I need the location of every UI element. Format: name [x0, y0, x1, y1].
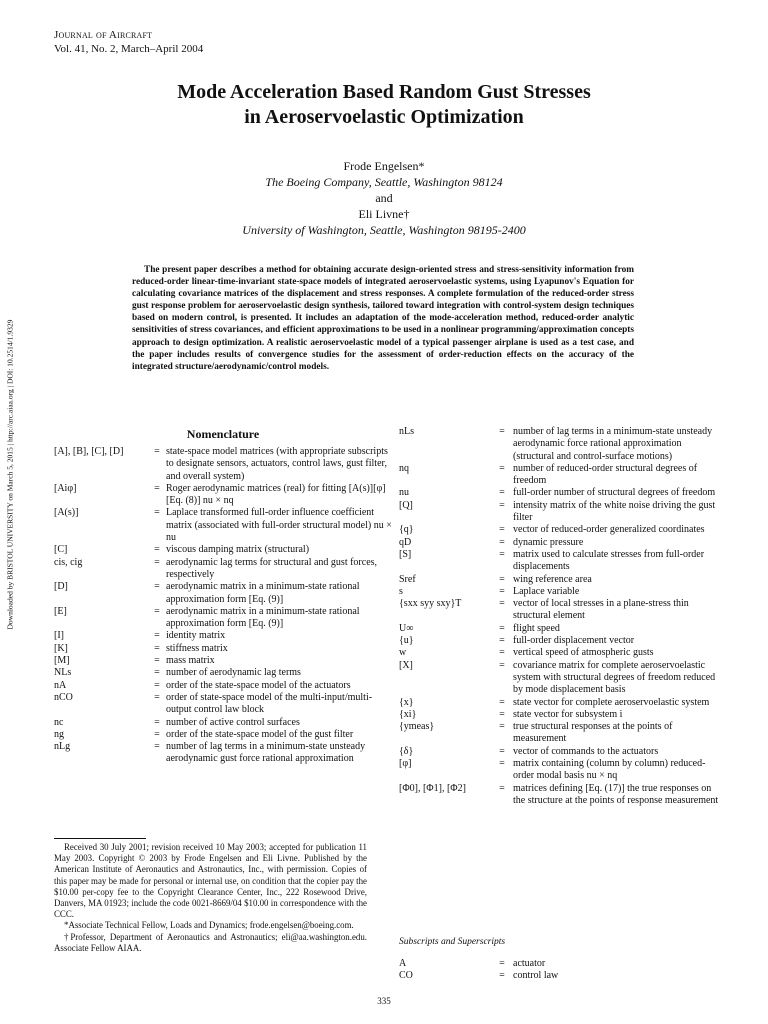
- nomenclature-entry: [399, 746, 719, 758]
- entry-equals: =: [499, 622, 505, 634]
- entry-symbol: nq: [399, 462, 409, 474]
- nomenclature-entry: [399, 958, 719, 970]
- title-line-1: Mode Acceleration Based Random Gust Stresses: [177, 81, 591, 103]
- entry-definition: order of the state-space model of the gust filter: [166, 728, 354, 740]
- entry-symbol: ng: [54, 728, 64, 740]
- entry-definition: stiffness matrix: [166, 642, 228, 654]
- nomenclature-entry: [399, 721, 719, 746]
- entry-definition: matrix used to calculate stresses from full-order displacements: [513, 548, 705, 573]
- nomenclature-entry: [54, 729, 394, 741]
- entry-equals: =: [154, 556, 160, 568]
- author-and: and: [375, 191, 393, 205]
- entry-symbol: [M]: [54, 655, 70, 667]
- entry-symbol: [K]: [54, 642, 68, 654]
- journal-header: [54, 28, 203, 56]
- entry-equals: =: [154, 605, 160, 617]
- author-2: Eli Livne†: [358, 207, 410, 221]
- entry-equals: =: [499, 426, 505, 437]
- entry-definition: vector of reduced-order generalized coordinates: [513, 524, 705, 536]
- nomenclature-entry: [399, 574, 719, 586]
- entry-equals: =: [499, 499, 505, 511]
- nomenclature-entry: [399, 598, 719, 623]
- entry-definition: order of state-space model of the multi-input/multi-output control law block: [166, 691, 373, 716]
- entry-equals: =: [154, 728, 160, 740]
- entry-definition: matrix containing (column by column) reduced-order modal basis nu × nq: [513, 758, 706, 782]
- entry-definition: number of lag terms in a minimum-state unsteady aerodynamic gust force rational approximation: [166, 741, 366, 765]
- entry-definition: Laplace transformed full-order influence coefficient matrix (associated with full-order structural model) nu × nu: [166, 507, 392, 544]
- entry-equals: =: [154, 741, 160, 753]
- journal-name: Journal of Aircraft: [54, 29, 153, 41]
- entry-definition: true structural responses at the points of measurement: [513, 721, 673, 745]
- nomenclature-entry: [399, 549, 719, 574]
- entry-symbol: [S]: [399, 548, 412, 560]
- nomenclature-entry: [54, 606, 394, 631]
- entry-symbol: {x}: [399, 696, 414, 708]
- entry-equals: =: [154, 642, 160, 654]
- entry-symbol: [I]: [54, 630, 64, 642]
- entry-equals: =: [499, 585, 505, 597]
- entry-symbol: [D]: [54, 581, 68, 593]
- entry-symbol: nLg: [54, 741, 71, 753]
- entry-definition: vector of commands to the actuators: [513, 745, 659, 757]
- entry-equals: =: [499, 708, 505, 720]
- entry-definition: state vector for complete aeroservoelastic system: [513, 696, 710, 708]
- entry-symbol: {ymeas}: [399, 721, 435, 733]
- abstract: The present paper describes a method for obtaining accurate design-oriented stress and stress-sensitivity information from reduced-order linear-time-invariant state-space models of integrated aeroservoelastic systems, using Lyapunov's Equation for calculating covariance matrices of the displacement and stress responses. A complete formulation of the reduced-order stress gust response problem for aeroservoelastic design synthesis, tailored toward integration with control-system design techniques based on modern control, is presented. It includes an adaptation of the mode-acceleration method, reduced-order analytic sensitivities of stress covariances, and efficient approximations to be used in a nonlinear programming/approximation concepts approach to design optimization. A realistic aeroservoelastic model of a typical passenger airplane is used as a test case, and the paper includes results of convergence studies for the assessment of order-reduction effects on the accuracy of the integrated structure/aerodynamic/control models.: [132, 265, 634, 372]
- journal-issue: Vol. 41, No. 2, March–April 2004: [54, 43, 204, 55]
- entry-equals: =: [154, 667, 160, 679]
- nomenclature-entry: [399, 660, 719, 697]
- entry-symbol: [Φ0], [Φ1], [Φ2]: [399, 782, 466, 794]
- entry-equals: =: [499, 647, 505, 659]
- entry-symbol: nA: [54, 679, 67, 691]
- nomenclature-entry: [54, 717, 394, 729]
- nomenclature-entry: [54, 581, 394, 606]
- entry-equals: =: [499, 487, 505, 499]
- entry-definition: dynamic pressure: [513, 536, 584, 548]
- entry-symbol: U∞: [399, 622, 414, 634]
- entry-definition: matrices defining [Eq. (17)] the true responses on the structure at the points of response measurement: [513, 782, 719, 806]
- entry-equals: =: [154, 482, 160, 494]
- entry-equals: =: [154, 507, 160, 519]
- nomenclature-entry: [399, 524, 719, 536]
- entry-definition: vertical speed of atmospheric gusts: [513, 647, 654, 659]
- entry-equals: =: [499, 721, 505, 733]
- nomenclature-entry: [399, 586, 719, 598]
- entry-symbol: nu: [399, 487, 409, 499]
- entry-equals: =: [499, 696, 505, 708]
- entry-symbol: {sxx syy sxy}T: [399, 598, 462, 610]
- entry-symbol: s: [399, 585, 403, 597]
- nomenclature-entry: [399, 500, 719, 525]
- entry-symbol: [X]: [399, 659, 413, 671]
- entry-definition: aerodynamic matrix in a minimum-state rational approximation form [Eq. (9)]: [166, 605, 360, 630]
- entry-definition: vector of local stresses in a plane-stress thin structural element: [513, 598, 689, 622]
- nomenclature-entry: [54, 557, 394, 582]
- entry-symbol: {u}: [399, 635, 414, 647]
- footnote-rule: [54, 838, 146, 839]
- footnotes: [54, 842, 367, 954]
- entry-definition: full-order number of structural degrees of freedom: [513, 487, 716, 499]
- entry-symbol: w: [399, 647, 407, 659]
- author-block: [60, 158, 708, 238]
- entry-equals: =: [499, 758, 505, 770]
- entry-symbol: {xi}: [399, 708, 417, 720]
- entry-equals: =: [154, 446, 160, 457]
- nomenclature-entry: [54, 507, 394, 544]
- received-note: Received 30 July 2001; revision received 10 May 2003; accepted for publication 11 May 2003. Copyright © 2003 by Frode Engelsen and Eli Livne. Published by the American Institute of Aeronautics and Astronautics, Inc., with permission. Copies of this paper may be made for personal or internal use, on condition that the copier pay the $10.00 per-copy fee to the Copyright Clearance Center, Inc., 222 Rosewood Drive, Danvers, MA 01923; include the code 0021-8669/04 $10.00 in correspondence with the CCC.: [54, 842, 367, 920]
- entry-symbol: [A], [B], [C], [D]: [54, 446, 124, 457]
- entry-equals: =: [154, 691, 160, 703]
- paper-title: [60, 80, 708, 130]
- nomenclature-entry: [399, 970, 719, 982]
- entry-definition: wing reference area: [513, 573, 592, 585]
- entry-symbol: [C]: [54, 544, 68, 556]
- entry-definition: viscous damping matrix (structural): [166, 544, 310, 556]
- entry-definition: number of active control surfaces: [166, 716, 300, 728]
- nomenclature-entry: [399, 758, 719, 783]
- page-number: 335: [377, 996, 391, 1006]
- nomenclature-entry: [54, 630, 394, 642]
- author-note-1: *Associate Technical Fellow, Loads and Dynamics; frode.engelsen@boeing.com.: [64, 920, 354, 931]
- entry-definition: identity matrix: [166, 630, 226, 642]
- entry-equals: =: [154, 655, 160, 667]
- subscripts-heading: Subscripts and Superscripts: [399, 937, 506, 947]
- entry-equals: =: [154, 581, 160, 593]
- entry-equals: =: [499, 782, 505, 794]
- entry-definition: state-space model matrices (with appropriate subscripts to designate sensors, actuators, control laws, gust filter, and overall system): [166, 446, 388, 482]
- entry-definition: Laplace variable: [513, 585, 580, 597]
- entry-equals: =: [154, 630, 160, 642]
- nomenclature-entry: [399, 697, 719, 709]
- entry-definition: full-order displacement vector: [513, 635, 635, 647]
- entry-symbol: [Aiφ]: [54, 482, 77, 494]
- entry-symbol: CO: [399, 970, 413, 982]
- entry-symbol: [A(s)]: [54, 507, 79, 519]
- entry-symbol: NLs: [54, 667, 72, 679]
- entry-definition: state vector for subsystem i: [513, 708, 623, 720]
- entry-symbol: nLs: [399, 426, 414, 437]
- nomenclature-entry: [399, 635, 719, 647]
- affiliation-2: University of Washington, Seattle, Washington 98195-2400: [242, 223, 526, 237]
- nomenclature-entry: [54, 643, 394, 655]
- entry-symbol: Sref: [399, 573, 416, 585]
- entry-equals: =: [499, 659, 505, 671]
- entry-definition: aerodynamic lag terms for structural and gust forces, respectively: [166, 556, 378, 580]
- entry-equals: =: [499, 548, 505, 560]
- entry-equals: =: [154, 679, 160, 691]
- entry-equals: =: [499, 462, 505, 474]
- entry-equals: =: [499, 745, 505, 757]
- entry-symbol: {δ}: [399, 745, 414, 757]
- nomenclature-entry: [399, 647, 719, 659]
- nomenclature-left-column: [54, 446, 394, 766]
- entry-symbol: nCO: [54, 691, 73, 703]
- entry-definition: control law: [513, 970, 559, 982]
- entry-definition: flight speed: [513, 622, 560, 634]
- subscripts-list: [399, 958, 719, 983]
- entry-symbol: [φ]: [399, 758, 412, 770]
- entry-equals: =: [499, 958, 505, 969]
- nomenclature-entry: [54, 741, 394, 766]
- entry-equals: =: [499, 536, 505, 548]
- entry-symbol: qD: [399, 536, 412, 548]
- entry-definition: order of the state-space model of the actuators: [166, 679, 351, 691]
- entry-definition: covariance matrix for complete aeroservoelastic system with structural degrees of freedom reduced by mode displacement basis: [513, 659, 716, 696]
- entry-equals: =: [154, 716, 160, 728]
- nomenclature-entry: [399, 463, 719, 488]
- entry-definition: intensity matrix of the white noise driving the gust filter: [513, 499, 716, 524]
- nomenclature-entry: [54, 692, 394, 717]
- nomenclature-entry: [54, 544, 394, 556]
- affiliation-1: The Boeing Company, Seattle, Washington 98124: [265, 175, 503, 189]
- entry-definition: Roger aerodynamic matrices (real) for fitting [A(s)][φ] [Eq. (8)] nu × nq: [166, 482, 386, 507]
- entry-equals: =: [499, 598, 505, 610]
- nomenclature-heading: Nomenclature: [186, 427, 260, 441]
- entry-definition: actuator: [513, 958, 546, 969]
- download-sidebar: Downloaded by BRISTOL UNIVERSITY on March 5, 2015 | http://arc.aiaa.org | DOI: 10.2514/1.9329: [5, 319, 15, 630]
- entry-equals: =: [499, 573, 505, 585]
- entry-equals: =: [499, 524, 505, 536]
- entry-equals: =: [499, 635, 505, 647]
- entry-symbol: nc: [54, 716, 64, 728]
- entry-equals: =: [499, 970, 505, 982]
- entry-symbol: [E]: [54, 605, 67, 617]
- nomenclature-entry: [399, 623, 719, 635]
- entry-symbol: A: [399, 958, 407, 969]
- entry-equals: =: [154, 544, 160, 556]
- entry-definition: aerodynamic matrix in a minimum-state rational approximation form [Eq. (9)]: [166, 581, 360, 605]
- nomenclature-entry: [399, 783, 719, 808]
- entry-definition: mass matrix: [166, 655, 215, 667]
- nomenclature-right-column: [399, 426, 719, 807]
- nomenclature-entry: [399, 537, 719, 549]
- title-line-2: in Aeroservoelastic Optimization: [244, 106, 524, 128]
- nomenclature-entry: [54, 680, 394, 692]
- nomenclature-entry: [399, 709, 719, 721]
- author-note-2: †Professor, Department of Aeronautics and Astronautics; eli@aa.washington.edu. Associate Fellow AIAA.: [54, 931, 367, 953]
- author-1: Frode Engelsen*: [343, 159, 425, 173]
- nomenclature-entry: [399, 487, 719, 499]
- nomenclature-entry: [54, 655, 394, 667]
- entry-symbol: {q}: [399, 524, 414, 536]
- entry-symbol: cis, cig: [54, 556, 83, 568]
- nomenclature-entry: [54, 667, 394, 679]
- nomenclature-entry: [54, 446, 394, 483]
- nomenclature-entry: [399, 426, 719, 463]
- entry-definition: number of lag terms in a minimum-state unsteady aerodynamic force rational approximation (structural and control-surface motions): [513, 426, 713, 462]
- entry-definition: number of aerodynamic lag terms: [166, 667, 301, 679]
- entry-symbol: [Q]: [399, 499, 413, 511]
- entry-definition: number of reduced-order structural degrees of freedom: [513, 462, 698, 487]
- nomenclature-entry: [54, 483, 394, 508]
